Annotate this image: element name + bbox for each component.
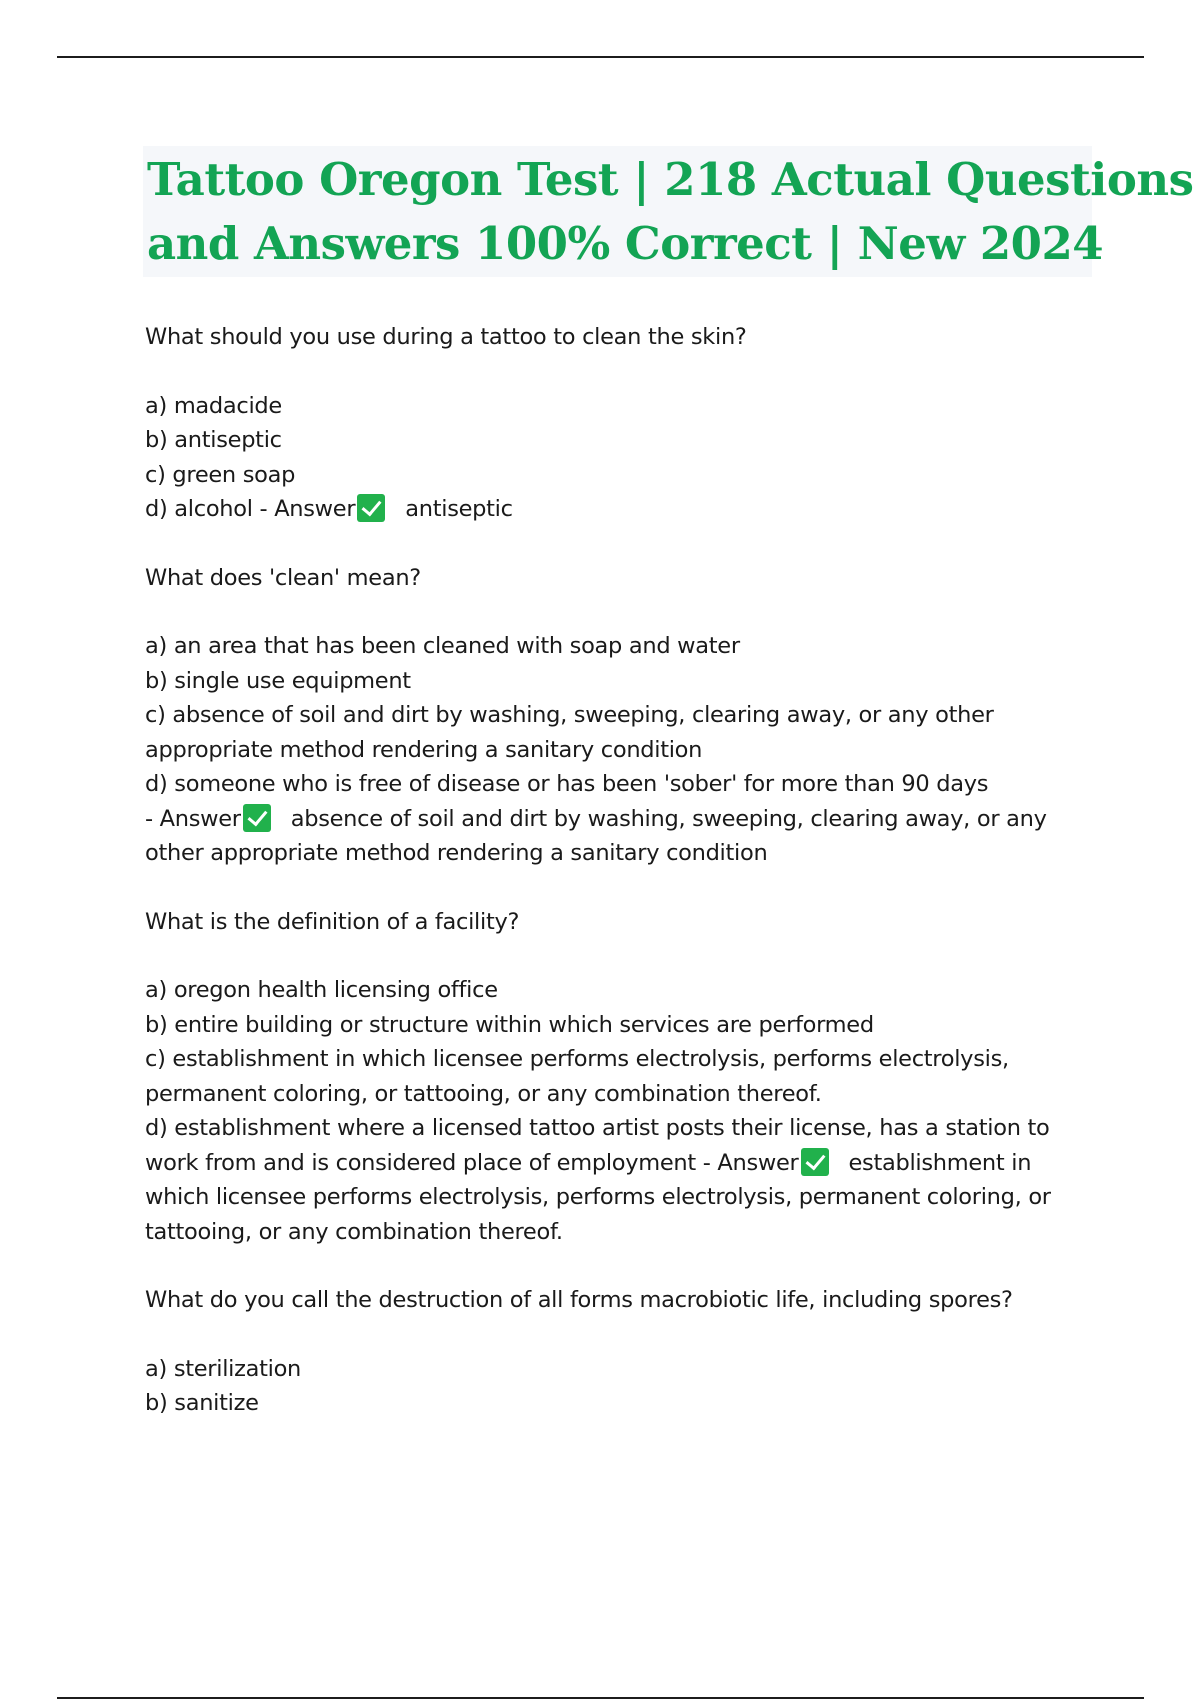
answer-label: - Answer [259,496,356,522]
option-a: a) madacide [145,392,282,419]
bottom-rule [57,1697,1144,1699]
top-rule [57,56,1144,58]
question-text: What is the definition of a facility? [145,908,520,935]
option-d: d) alcohol [145,496,253,522]
option-b: b) single use equipment [145,667,411,694]
option-list [145,389,1085,527]
option-b: b) entire building or structure within which services are performed [145,1011,874,1038]
question-text: What does 'clean' mean? [145,564,421,591]
option-d: d) establishment where a licensed tattoo artist posts their license, has a station to work from and is considered place of employment [145,1115,1050,1176]
option-c: c) establishment in which licensee performs electrolysis, performs electrolysis, permanent coloring, or tattooing, or any combination thereof. [145,1046,1009,1107]
check-mark-icon [357,494,385,522]
option-a: a) an area that has been cleaned with soap and water [145,633,740,659]
check-mark-icon [243,804,271,832]
option-c: c) green soap [145,461,296,488]
question-text: What do you call the destruction of all forms macrobiotic life, including spores? [145,1287,1013,1313]
option-d-with-answer [145,492,1085,527]
option-a: a) sterilization [145,1355,302,1382]
document-title [147,148,1194,276]
option-d: d) someone who is free of disease or has been 'sober' for more than 90 days [145,771,989,797]
check-mark-icon [801,1148,829,1176]
option-b: b) antiseptic [145,427,282,453]
question-block-2 [145,561,1085,871]
title-line-1: Tattoo Oregon Test | 218 Actual Questions [147,153,1194,206]
option-b: b) sanitize [145,1390,259,1416]
answer-label: - Answer [702,1149,799,1176]
answer-text: establishment in which licensee performs electrolysis, performs electrolysis, permanent coloring, or tattooing, or any combination thereof. [145,1149,1051,1245]
answer-text: antiseptic [405,496,513,522]
option-list [145,629,1085,871]
answer-label: - Answer [145,805,241,832]
title-line-2: and Answers 100% Correct | New 2024 [147,217,1104,270]
question-text: What should you use during a tattoo to clean the skin? [145,324,747,350]
option-list [145,973,1085,1249]
question-block-3 [145,905,1085,1250]
answer-text: absence of soil and dirt by washing, sweeping, clearing away, or any other appropriate method rendering a sanitary condition [145,805,1047,866]
title-banner [143,146,1194,277]
question-block-1 [145,320,1085,527]
option-list [145,1352,1085,1421]
option-d-with-answer [145,767,1085,871]
question-list [145,320,1085,1455]
option-c: c) absence of soil and dirt by washing, sweeping, clearing away, or any other appropriate method rendering a sanitary condition [145,702,994,763]
option-a: a) oregon health licensing office [145,977,498,1003]
option-d-with-answer [145,1111,1085,1249]
question-block-4 [145,1283,1085,1421]
